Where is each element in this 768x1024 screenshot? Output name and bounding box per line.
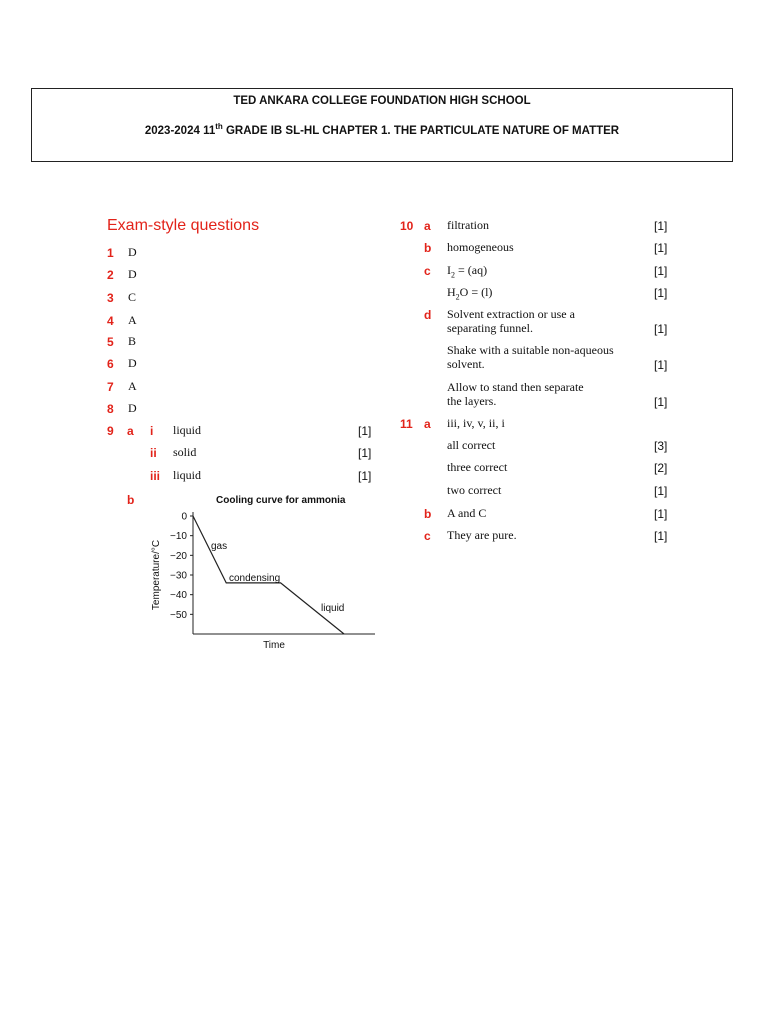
question-number: 1 (107, 246, 114, 260)
subpart-label: iii (150, 469, 161, 483)
answer: D (128, 245, 137, 259)
y-axis-label: Temperature/°C (151, 539, 162, 611)
question-number: 2 (107, 268, 114, 282)
question-number: 9 (107, 424, 114, 438)
mark: [1] (358, 469, 372, 483)
course-title (32, 122, 732, 137)
formula-rest: = (aq) (455, 263, 488, 277)
mark: [1] (654, 395, 668, 409)
question-number: 8 (107, 402, 114, 416)
question-number: 11 (400, 417, 413, 431)
question-number: 10 (400, 219, 414, 233)
part-label: c (424, 264, 431, 278)
answer-line: solvent. (447, 357, 485, 371)
y-tick-label: −20 (170, 550, 187, 562)
mark: [1] (358, 424, 372, 438)
mark: [2] (654, 461, 668, 475)
answer-line: Shake with a suitable non-aqueous (447, 343, 614, 357)
subpart-label: ii (150, 446, 157, 460)
course-title-post: GRADE IB SL-HL CHAPTER 1. THE PARTICULATE NATURE OF MATTER (222, 124, 620, 137)
header-box (31, 88, 733, 162)
answer: three correct (447, 460, 508, 474)
answer: D (128, 401, 137, 415)
y-tick-label: 0 (181, 511, 187, 523)
answer: B (128, 334, 137, 348)
answer: filtration (447, 218, 489, 232)
y-tick-label: −10 (170, 531, 187, 543)
annotation-label: liquid (321, 603, 345, 614)
mark: [1] (654, 529, 668, 543)
answer: C (128, 290, 137, 304)
part-label: d (424, 308, 432, 322)
y-tick-label: −40 (170, 590, 187, 602)
mark: [1] (654, 358, 668, 372)
course-title-sup: th (215, 122, 223, 131)
answer: D (128, 267, 137, 281)
question-number: 4 (107, 314, 114, 328)
question-number: 6 (107, 357, 114, 371)
course-title-pre: 2023-2024 11 (144, 124, 216, 137)
y-tick-label: −50 (170, 609, 187, 621)
answer-line: separating funnel. (447, 321, 533, 335)
answer: They are pure. (447, 528, 517, 542)
answer-line: Solvent extraction or use a (447, 307, 575, 321)
mark: [1] (358, 446, 372, 460)
formula-rest: O = (l) (459, 285, 493, 299)
annotation-label: gas (211, 541, 228, 552)
formula-base: I (447, 263, 451, 277)
answer (447, 286, 492, 303)
mark: [3] (654, 439, 668, 453)
answer: liquid (173, 423, 202, 437)
formula-subscript: 2 (451, 270, 455, 280)
answer: all correct (447, 438, 496, 452)
part-label: c (424, 529, 431, 543)
mark: [1] (654, 241, 668, 255)
answer-line: the layers. (447, 394, 497, 408)
question-number: 3 (107, 291, 114, 305)
chart-title: Cooling curve for ammonia (216, 495, 346, 506)
answer: A (128, 313, 137, 327)
answer: iii, iv, v, ii, i (447, 416, 505, 430)
answer-line: Allow to stand then separate (447, 380, 584, 394)
annotation-label: condensing (229, 573, 281, 584)
y-tick-label: −30 (170, 570, 187, 582)
part-label: a (424, 417, 431, 431)
formula-subscript: 2 (455, 292, 460, 302)
mark: [1] (654, 322, 668, 336)
x-axis-label: Time (263, 640, 285, 651)
answer: homogeneous (447, 240, 514, 254)
formula-base: H (447, 285, 456, 299)
mark: [1] (654, 286, 668, 300)
answer: liquid (173, 468, 202, 482)
question-number: 7 (107, 380, 114, 394)
mark: [1] (654, 264, 668, 278)
answer: A and C (447, 506, 487, 520)
part-label: a (127, 424, 134, 438)
question-number: 5 (107, 335, 114, 349)
answer: solid (173, 445, 197, 459)
answer (447, 264, 487, 281)
part-label: b (424, 241, 432, 255)
answer: A (128, 379, 137, 393)
school-name: TED ANKARA COLLEGE FOUNDATION HIGH SCHOOL (233, 95, 531, 107)
answer: D (128, 356, 137, 370)
part-label: b (127, 493, 135, 507)
mark: [1] (654, 507, 668, 521)
cooling-curve-chart (145, 508, 385, 658)
answer: two correct (447, 483, 502, 497)
mark: [1] (654, 484, 668, 498)
section-title: Exam-style questions (107, 217, 260, 234)
part-label: b (424, 507, 432, 521)
part-label: a (424, 219, 431, 233)
mark: [1] (654, 219, 668, 233)
subpart-label: i (150, 424, 154, 438)
